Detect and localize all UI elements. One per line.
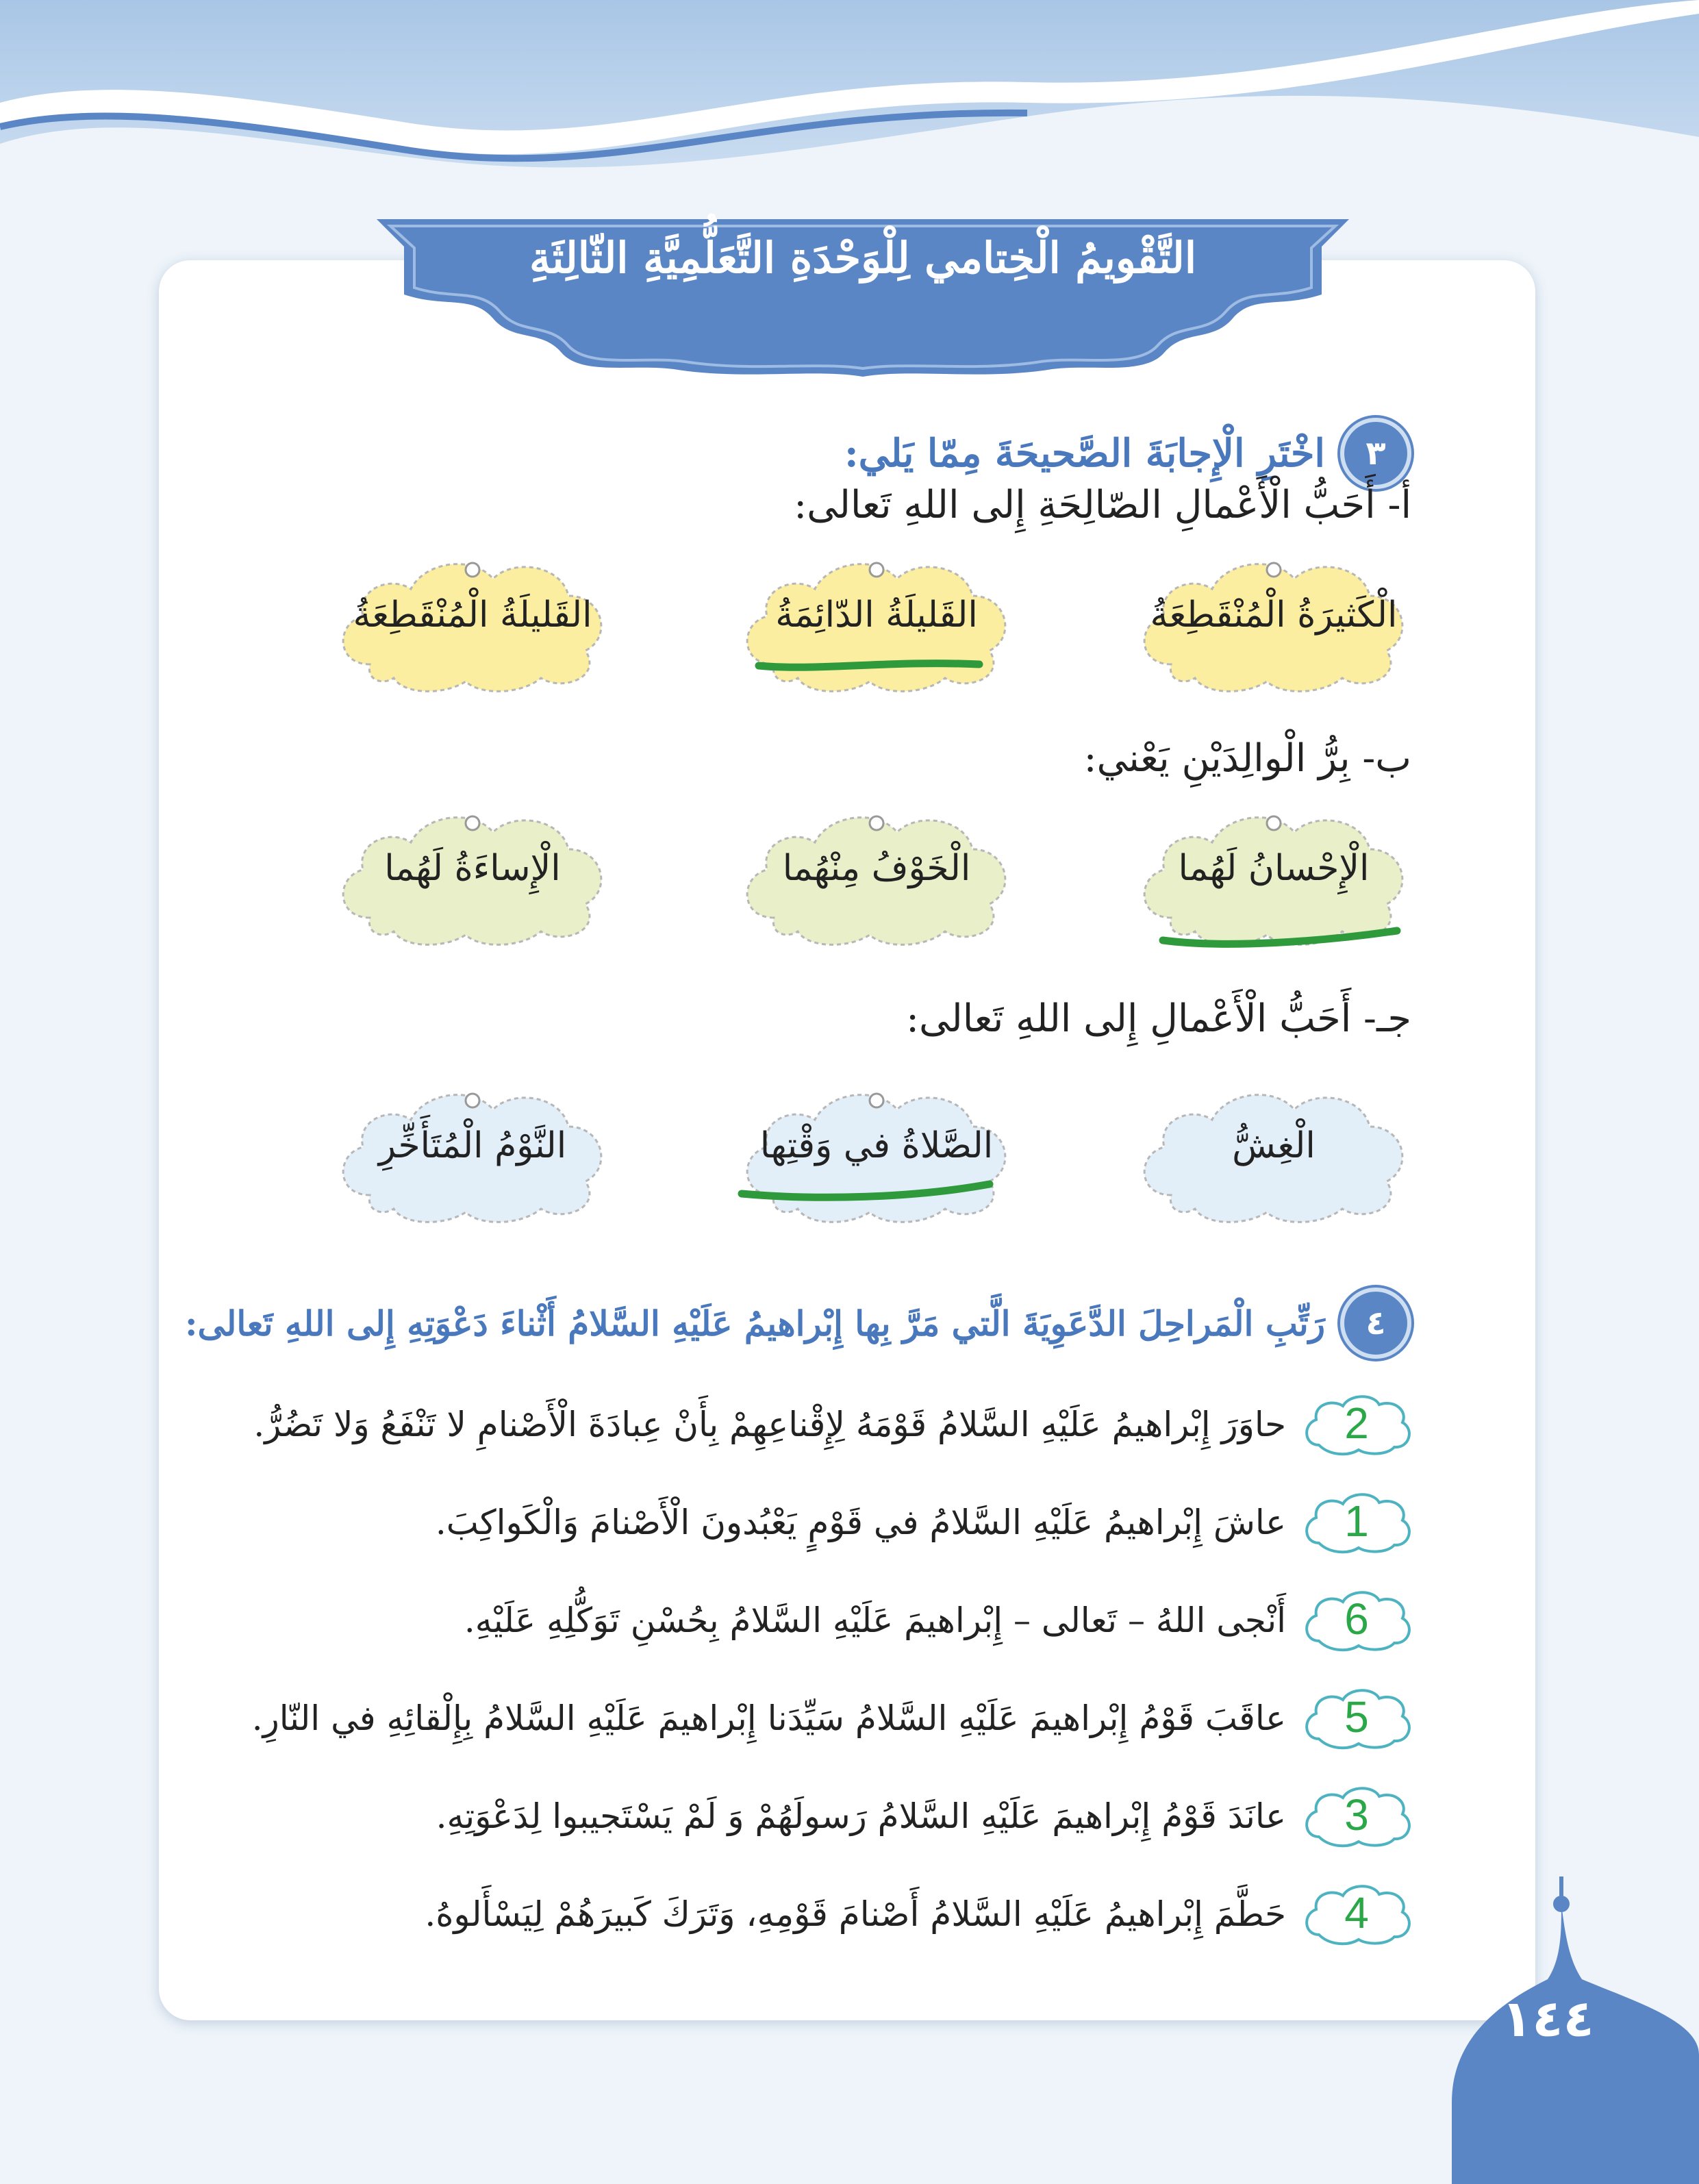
order-text-3: أَنْجى اللهُ – تَعالى – إِبْراهيمَ عَلَيْهِ السَّلامُ بِحُسْنِ تَوَكُّلِهِ عَلَيْهِ. [464, 1601, 1286, 1640]
order-item-5 [436, 1779, 1415, 1854]
order-number-3: 6 [1344, 1594, 1369, 1644]
option-a1[interactable] [1130, 548, 1418, 699]
order-text-5: عانَدَ قَوْمُ إِبْراهيمَ عَلَيْهِ السَّلامُ رَسولَهُمْ وَ لَمْ يَسْتَجيبوا لِدَعْوَتِهِ. [436, 1796, 1286, 1836]
order-text-6: حَطَّمَ إِبْراهيمُ عَلَيْهِ السَّلامُ أَصْنامَ قَوْمِهِ، وَتَرَكَ كَبيرَهُمْ لِيَسْأَلوهُ. [425, 1894, 1286, 1934]
question-4-number: ٤ [1340, 1288, 1411, 1359]
page-number: ١٤٤ [1501, 1990, 1594, 2048]
option-a1-label: الْكَثيرَةُ الْمُنْقَطِعَةُ [1150, 594, 1398, 636]
order-input-6[interactable] [1298, 1877, 1415, 1952]
order-item-6 [425, 1877, 1415, 1952]
option-a3-label: القَليلَةُ الْمُنْقَطِعَةُ [353, 594, 592, 636]
question-4-heading [185, 1288, 1411, 1359]
ribbon-shape [363, 205, 1363, 384]
question-3-heading [844, 418, 1411, 489]
question-3-prompt: اخْتَرِ الْإِجابَةَ الصَّحيحَةَ مِمّا يَلي: [844, 431, 1325, 476]
order-number-1: 2 [1344, 1398, 1369, 1448]
part-c-label: جـ- أَحَبُّ الْأَعْمالِ إِلى اللهِ تَعالى: [906, 996, 1411, 1041]
option-c1-label: الْغِشُّ [1232, 1125, 1316, 1166]
option-c3[interactable] [329, 1079, 616, 1229]
order-number-5: 3 [1344, 1790, 1369, 1840]
option-c1[interactable] [1130, 1079, 1418, 1229]
option-a3[interactable] [329, 548, 616, 699]
order-item-2 [436, 1485, 1415, 1560]
order-item-1 [253, 1387, 1415, 1462]
order-number-2: 1 [1344, 1496, 1369, 1546]
top-banner-decoration [0, 0, 1699, 226]
order-item-4 [252, 1681, 1415, 1756]
order-input-3[interactable] [1298, 1583, 1415, 1658]
page-title: التَّقْويمُ الْخِتامي لِلْوَحْدَةِ التَّعَلُّمِيَّةِ الثّالِثَةِ [529, 233, 1197, 283]
option-b2[interactable] [733, 801, 1020, 952]
option-b3[interactable] [329, 801, 616, 952]
option-a2-label: القَليلَةُ الدّائِمَةُ [775, 594, 978, 636]
part-a-label: أ- أَحَبُّ الْأَعْمالِ الصّالِحَةِ إِلى اللهِ تَعالى: [794, 483, 1411, 527]
option-b3-label: الْإِساءَةُ لَهُما [384, 848, 561, 889]
order-input-5[interactable] [1298, 1779, 1415, 1854]
option-c3-label: النَّوْمُ الْمُتَأَخِّرِ [378, 1125, 567, 1166]
order-number-4: 5 [1344, 1692, 1369, 1742]
order-number-6: 4 [1344, 1888, 1369, 1937]
option-c2-label: الصَّلاةُ في وَقْتِها [759, 1125, 994, 1166]
order-input-4[interactable] [1298, 1681, 1415, 1756]
answer-underline-a [753, 651, 986, 678]
part-b-label: ب- بِرُّ الْوالِدَيْنِ يَعْني: [1083, 736, 1411, 781]
title-ribbon [363, 205, 1363, 384]
answer-underline-b [1157, 921, 1404, 955]
order-text-1: حاوَرَ إِبْراهيمُ عَلَيْهِ السَّلامُ قَوْمَهُ لِإِقْناعِهِمْ بِأَنْ عِبادَةَ الْأَصْنامِ لا تَنْفَعُ وَلا تَضُرُّ. [253, 1405, 1286, 1444]
order-item-3 [464, 1583, 1415, 1658]
order-input-2[interactable] [1298, 1485, 1415, 1560]
order-input-1[interactable] [1298, 1387, 1415, 1462]
option-b2-label: الْخَوْفُ مِنْهُما [782, 848, 971, 889]
question-3-number: ٣ [1340, 418, 1411, 489]
option-b1-label: الْإِحْسانُ لَهُما [1178, 848, 1370, 889]
question-4-prompt: رَتِّبِ الْمَراحِلَ الدَّعَوِيَةَ الَّتي مَرَّ بِها إِبْراهيمُ عَلَيْهِ السَّلامُ أَثْناءَ دَعْوَتِهِ إِلى اللهِ تَعالى: [185, 1303, 1325, 1344]
order-text-2: عاشَ إِبْراهيمُ عَلَيْهِ السَّلامُ في قَوْمٍ يَعْبُدونَ الْأَصْنامَ وَالْكَواكِبَ. [435, 1503, 1286, 1542]
answer-underline-c [736, 1175, 996, 1209]
order-text-4: عاقَبَ قَوْمُ إِبْراهيمَ عَلَيْهِ السَّلامُ سَيِّدَنا إِبْراهيمَ عَلَيْهِ السَّلامُ بِإِلْقائِهِ في النّارِ. [251, 1698, 1286, 1738]
